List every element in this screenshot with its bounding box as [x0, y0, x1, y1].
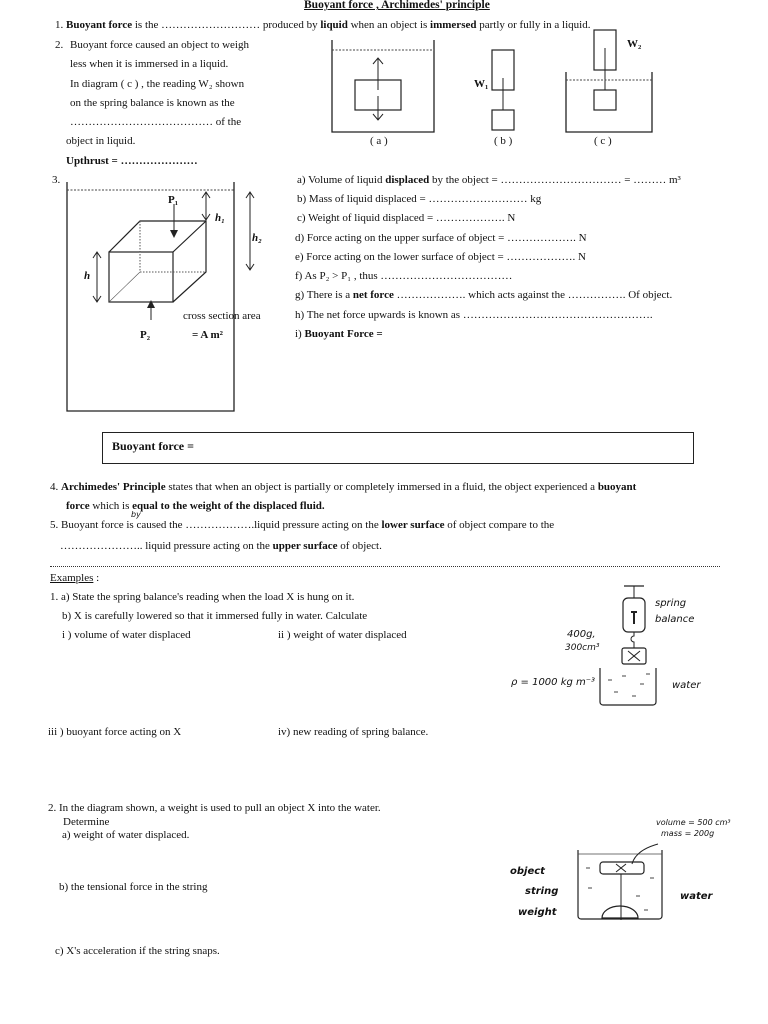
ex2-determine: Determine — [63, 816, 110, 828]
diagram-c — [564, 28, 664, 136]
q1-number: 1. — [55, 19, 64, 31]
q3-item-i: i) Buoyant Force = — [295, 328, 383, 340]
spring-label-2: balance — [655, 614, 695, 625]
upthrust-line: Upthrust = ………………… — [66, 155, 198, 167]
buoyant-force-box-label: Buoyant force = — [112, 439, 194, 453]
ex1-a: 1. a) State the spring balance's reading when the load X is hung on it. — [50, 591, 355, 603]
diagram-c-label: ( c ) — [594, 135, 612, 147]
w1-label: W₁ — [474, 78, 489, 90]
ex1-iv: iv) new reading of spring balance. — [278, 726, 429, 738]
p1-label: P₁ — [168, 194, 179, 206]
object-weight-diagram — [574, 848, 674, 923]
q2-line1: Buoyant force caused an object to weigh — [70, 39, 249, 51]
ex2-b: b) the tensional force in the string — [59, 881, 208, 893]
q2-line5: ………………………………… of the — [70, 116, 242, 128]
q2-line3: In diagram ( c ) , the reading W₂ shown — [70, 78, 245, 90]
ex2-volume-label: volume = 500 cm³ — [656, 818, 731, 827]
spring-label-1: spring — [655, 598, 687, 609]
q3-item-d: d) Force acting on the upper surface of object = ………………. N — [295, 232, 587, 244]
weight-label: weight — [518, 907, 557, 918]
section-divider — [50, 566, 720, 567]
ex2-c: c) X's acceleration if the string snaps. — [55, 945, 220, 957]
diagram-a — [330, 38, 440, 138]
ex2-mass-label: mass = 200g — [661, 829, 715, 838]
q3-item-a: a) Volume of liquid displaced by the object = …………………………… = ……… m³ — [297, 174, 681, 186]
q3-item-c: c) Weight of liquid displaced = ………………. N — [297, 212, 516, 224]
water-label-1: water — [672, 680, 701, 691]
density-label: ρ = 1000 kg m⁻³ — [511, 677, 596, 688]
ex1-i: i ) volume of water displaced — [62, 629, 191, 641]
q2-line6: object in liquid. — [66, 135, 136, 147]
q3-item-e: e) Force acting on the lower surface of object = ………………. N — [295, 251, 586, 263]
volume-label: 300cm³ — [565, 643, 600, 653]
area-label: = A m² — [192, 329, 223, 341]
diagram-b-label: ( b ) — [494, 135, 513, 147]
q2-line4: on the spring balance is known as the — [70, 97, 235, 109]
question-1: 1. Buoyant force is the ……………………… produced by liquid when an object is immersed partly or fully in a liquid. — [55, 19, 591, 31]
diagram-a-label: ( a ) — [370, 135, 388, 147]
q3-item-h: h) The net force upwards is known as ……………………………………………. — [295, 309, 653, 321]
mass-label: 400g, — [567, 629, 596, 640]
q3-number: 3. — [52, 174, 61, 186]
ex2-intro: 2. In the diagram shown, a weight is used to pull an object X into the water. — [48, 802, 381, 814]
q3-item-b: b) Mass of liquid displaced = ……………………… kg — [297, 193, 542, 205]
q4-line1: 4. Archimedes' Principle states that when an object is partially or completely immersed in a fluid, the object experienced a buoyant — [50, 481, 637, 493]
h-label: h — [84, 270, 91, 282]
string-label: string — [525, 886, 559, 897]
q3-item-g: g) There is a net force ………………. which acts against the ……………. Of object. — [295, 289, 673, 301]
page-title: Buoyant force , Archimedes' principle — [304, 0, 490, 11]
p2-label: P₂ — [140, 329, 151, 341]
q5-line1: 5. Buoyant force is caused the ……………….liquid pressure acting on the lower surface of object compare to the — [50, 519, 555, 531]
q3-item-f: f) As P₂ > P₁ , thus ……………………………… — [295, 270, 513, 282]
h2-label: h₂ — [252, 232, 262, 244]
ex1-iii: iii ) buoyant force acting on X — [48, 726, 182, 738]
buoyant-force-box — [102, 432, 694, 464]
cross-section-label: cross section area — [183, 310, 261, 322]
q5-line2: ………………….. liquid pressure acting on the upper surface of object. — [60, 540, 382, 552]
w2-label: W₂ — [627, 38, 642, 50]
q1-blank: ……………………… — [161, 19, 261, 31]
examples-heading: Examples : — [50, 572, 100, 584]
q4-line2: force which is equal to the weight of the displaced fluid. — [66, 500, 325, 512]
diagram-b — [490, 48, 530, 133]
ex1-b: b) X is carefully lowered so that it immersed fully in water. Calculate — [62, 610, 368, 622]
ex2-a: a) weight of water displaced. — [62, 829, 190, 841]
ex1-ii: ii ) weight of water displaced — [278, 629, 407, 641]
object-label: object — [510, 866, 545, 877]
handwritten-by: by — [131, 510, 141, 519]
q2-blank: ………………………………… — [70, 116, 216, 128]
water-label-2: water — [680, 891, 713, 902]
q2-number: 2. — [55, 39, 64, 51]
h1-label: h₁ — [215, 212, 225, 224]
cube-in-liquid-diagram — [66, 180, 266, 415]
q2-line2: less when it is immersed in a liquid. — [70, 58, 229, 70]
